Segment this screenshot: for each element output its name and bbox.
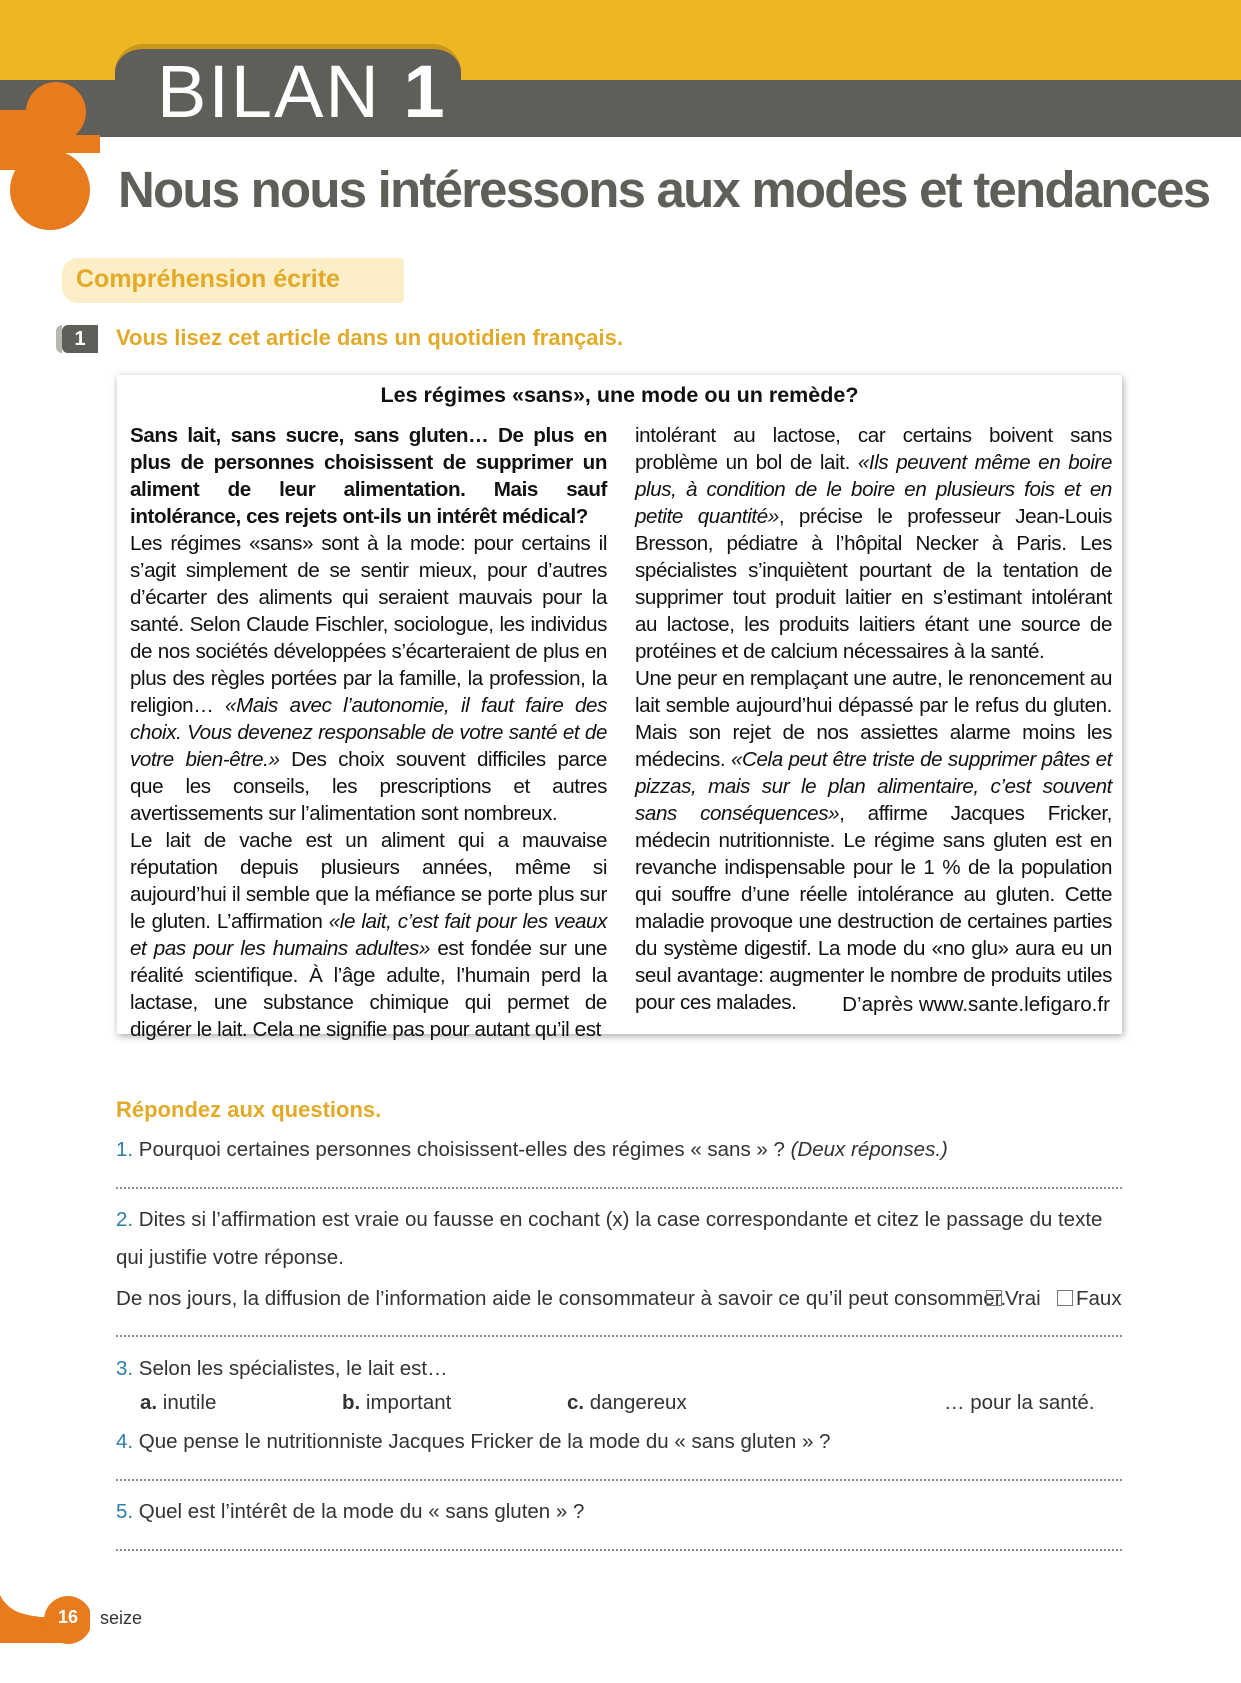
page-number: 16 (58, 1607, 79, 1627)
quote: «Ils peuvent même en boire plus, à condition de le boire en plusieurs fois et en petite quantité» (635, 451, 1113, 528)
page-number-word: seize (100, 1608, 143, 1628)
vrai-option[interactable]: Vrai (986, 1287, 1041, 1311)
orange-molecule-decoration (0, 40, 100, 230)
answer-line-5[interactable] (116, 1549, 1122, 1551)
question-3: 3. Selon les spécialistes, le lait est… (116, 1357, 448, 1380)
quote: «Cela peut être triste de supprimer pâtes et pizzas, mais sur le plan alimentaire, c’est souvent sans conséquences» (635, 748, 1112, 825)
question-note: (Deux réponses.) (790, 1138, 948, 1161)
article-paragraph: Les régimes «sans» sont à la mode: pour certains il s’agit simplement de se sentir mieux, pour d’autres d’écarter des aliments qui seraient mauvais pour la santé. Selon Claude Fischler, sociologue, les individus de nos sociétés développées s’écarteraient de plus en plus des règles portées par la famille, la profession, la religion… «Mais avec l’autonomie, il faut faire des choix. Vous devenez responsable de votre santé et de votre bien-être.» Des choix souvent difficiles parce que les conseils, les prescriptions et autres avertissements sur l’alimentation sont nombreux. (130, 532, 607, 825)
option-suffix: … pour la santé. (944, 1391, 1095, 1414)
article-paragraph: Une peur en remplaçant une autre, le renoncement au lait semble aujourd’hui dépassé par le refus du gluten. Mais son rejet de nos assiettes alarme moins les médecins. «Cela peut être triste de supprimer pâtes et pizzas, mais sur le plan alimentaire, c’est souvent sans conséquences», affirme Jacques Fricker, médecin nutritionniste. Le régime sans gluten est en revanche indispensable pour le 1 % de la population qui souffre d’une réelle intolérance au gluten. Cette maladie provoque une destruction de certaines parties du système digestif. La mode du «no glu» aura eu un seul avantage: augmenter le nombre de produits utiles pour ces malades. (635, 667, 1112, 1014)
quote: «Mais avec l’autonomie, il faut faire des choix. Vous devenez responsable de votre santé et de votre bien-être.» (130, 694, 607, 771)
exercise-number: 1 (62, 325, 98, 353)
faux-checkbox[interactable] (1057, 1290, 1073, 1306)
quote: «le lait, c’est fait pour les veaux et pas pour les humains adultes» (130, 910, 607, 960)
question-1: 1. Pourquoi certaines personnes choisissent-elles des régimes « sans » ? (Deux réponses.) (116, 1138, 948, 1161)
bilan-word: BILAN (157, 50, 381, 133)
article-box (117, 375, 1122, 1041)
article-title: Les régimes «sans», une mode ou un remède? (380, 383, 859, 407)
answer-line-2[interactable] (116, 1335, 1122, 1337)
question-5: 5. Quel est l’intérêt de la mode du « sans gluten » ? (116, 1500, 585, 1523)
article-lead: Sans lait, sans sucre, sans gluten… De plus en plus de personnes choisissent de supprimer un aliment de leur alimentation. Mais sauf intolérance, ces rejets ont-ils un intérêt médical? (130, 424, 607, 528)
question-2-statement: De nos jours, la diffusion de l’information aide le consommateur à savoir ce qu’il peut consommer. (116, 1287, 1007, 1310)
bilan-heading (157, 52, 447, 132)
option-b[interactable]: b. important (342, 1391, 452, 1414)
question-2: 2. Dites si l’affirmation est vraie ou fausse en cochant (x) la case correspondante et citez le passage du texte (116, 1208, 1103, 1231)
article-left-column (130, 422, 607, 1043)
questions-heading: Répondez aux questions. (116, 1097, 382, 1122)
question-2-continued: qui justifie votre réponse. (116, 1246, 344, 1269)
article-paragraph: Le lait de vache est un aliment qui a mauvaise réputation depuis plusieurs années, même si aujourd’hui il semble que la méfiance se porte plus sur le gluten. L’affirmation «le lait, c’est fait pour les veaux et pas pour les humains adultes» est fondée sur une réalité scientifique. À l’âge adulte, l’humain perd la lactase, une substance chimique qui permet de digérer le lait. Cela ne signifie pas pour autant qu’il est (130, 829, 607, 1041)
vrai-checkbox[interactable] (986, 1290, 1002, 1306)
question-4: 4. Que pense le nutritionniste Jacques Fricker de la mode du « sans gluten » ? (116, 1430, 831, 1453)
article-source: D’après www.sante.lefigaro.fr (842, 993, 1110, 1016)
answer-line-4[interactable] (116, 1479, 1122, 1481)
option-c[interactable]: c. dangereux (567, 1391, 687, 1414)
article-paragraph: intolérant au lactose, car certains boivent sans problème un bol de lait. «Ils peuvent même en boire plus, à condition de le boire en plusieurs fois et en petite quantité», précise le professeur Jean-Louis Bresson, pédiatre à l’hôpital Necker à Paris. Les spécialistes s’inquiètent pourtant de la tentation de supprimer tout produit laitier en s’estimant intolérant au lactose, les produits laitiers étant une source de protéines et de calcium nécessaires à la santé. (635, 424, 1113, 663)
exercise-instruction: Vous lisez cet article dans un quotidien français. (116, 325, 623, 350)
section-label: Compréhension écrite (76, 265, 340, 293)
bilan-number: 1 (403, 50, 447, 133)
option-a[interactable]: a. inutile (140, 1391, 217, 1414)
article-right-column (635, 422, 1112, 1016)
answer-line-1[interactable] (116, 1187, 1122, 1189)
page-title: Nous nous intéressons aux modes et tendances (118, 161, 1210, 218)
faux-option[interactable]: Faux (1057, 1287, 1122, 1311)
